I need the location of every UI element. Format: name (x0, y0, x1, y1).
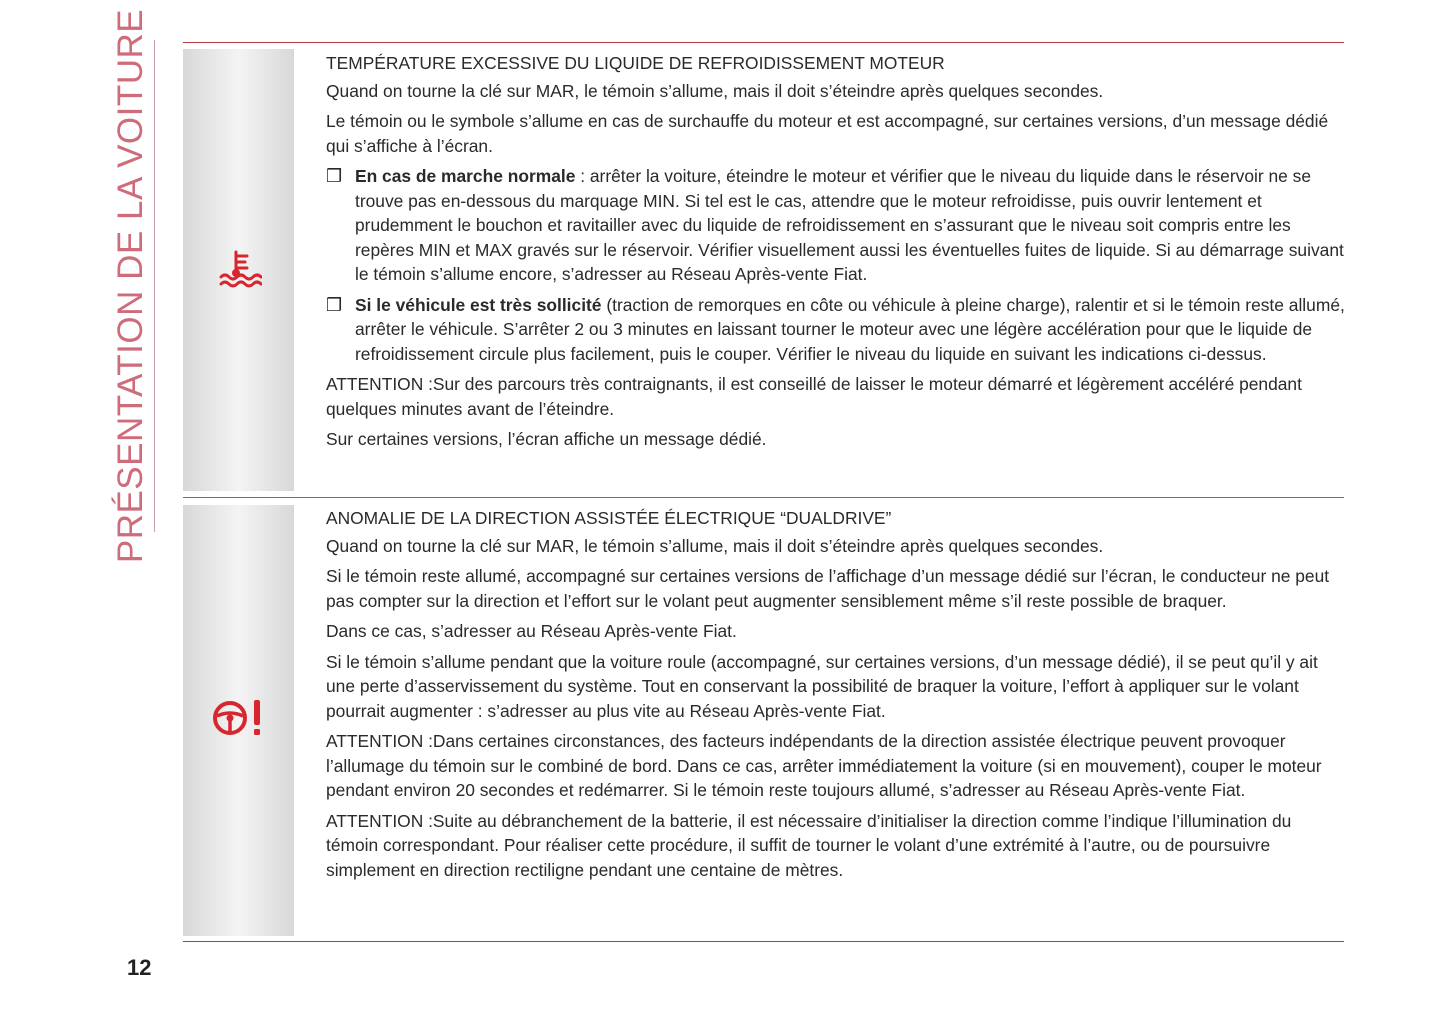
steering-para-4: Si le témoin s’allume pendant que la voiture roule (accompagné, sur certaines versions, d’un message dédié), il se peut qu’il y ait une perte d’asservissement du système. Tout en conservant la possibilité de braquer la voiture, l’effort à appliquer sur le volant pourrait augmenter : s’adresser au plus vite au Réseau Après-vente Fiat. (326, 651, 1318, 721)
steering-icon-cell (183, 505, 294, 936)
coolant-para-4: Sur certaines versions, l’écran affiche un message dédié. (326, 429, 767, 449)
power-steering-warning-icon (211, 697, 267, 744)
coolant-para-2: Le témoin ou le symbole s’allume en cas de surchauffe du moteur et est accompagné, sur certaines versions, d’un message dédié qui s’affiche à l’écran. (326, 111, 1329, 156)
top-rule (183, 42, 1344, 43)
bottom-rule (183, 941, 1344, 942)
steering-section-text (326, 506, 1348, 888)
side-section-title-text: PRÉSENTATION DE LA VOITURE (111, 8, 150, 564)
steering-para-1: Quand on tourne la clé sur MAR, le témoin s’allume, mais il doit s’éteindre après quelques secondes. (326, 535, 1104, 556)
coolant-temperature-icon (216, 248, 262, 293)
coolant-section-text (326, 51, 1348, 458)
steering-attention-2: ATTENTION :Suite au débranchement de la batterie, il est nécessaire d’initialiser la direction comme l’indique l’illumination du témoin correspondant. Pour réaliser cette procédure, il suffit de tourner le volant d’une extrémité à l’autre, ou de poursuivre simplement en direction rectiligne pendant une centaine de mètres. (326, 810, 1292, 880)
coolant-bullet-1 (326, 164, 1348, 287)
steering-attention-1: ATTENTION :Dans certaines circonstances, des facteurs indépendants de la direction assistée électrique peuvent provoquer l’allumage du témoin sur le combiné de bord. Dans ce cas, arrêter immédiatement la voiture (si en mouvement), couper le moteur pendant environ 20 secondes et redémarrer. Si le témoin reste toujours allumé, s’adresser au Réseau Après-vente Fiat. (326, 731, 1322, 800)
bullet-2-bold: Si le véhicule est très sollicité (355, 294, 602, 315)
bullet-1-text: : arrêter la voiture, éteindre le moteur et vérifier que le niveau du liquide dans le réservoir ne se trouve pas en-dessous du marquage MIN. Si tel est le cas, attendre que le moteur refroidisse, puis ouvrir lentement et prudemment le bouchon et ravitailler avec du liquide de refroidissement en s’assurant que le niveau soit compris entre les repères MIN et MAX gravés sur le réservoir. Vérifier visuellement aussi les éventuelles fuites de liquide. Si au démarrage suivant le témoin s’allume encore, s’adresser au Réseau Après-vente Fiat. (355, 166, 1344, 284)
bullet-2-text: (traction de remorques en côte ou véhicule à pleine charge), ralentir et si le témoin reste allumé, arrêter le véhicule. S’arrêter 2 ou 3 minutes en laissant tourner le moteur avec une légère accélération pour que le liquide de refroidissement circule plus facilement, puis le couper. Vérifier le niveau du liquide en suivant les indications ci-dessus. (355, 294, 1345, 364)
coolant-para-1: Quand on tourne la clé sur MAR, le témoin s’allume, mais il doit s’éteindre après quelques secondes. (326, 80, 1104, 101)
coolant-heading: TEMPÉRATURE EXCESSIVE DU LIQUIDE DE REFROIDISSEMENT MOTEUR (326, 53, 945, 73)
coolant-attention: ATTENTION :Sur des parcours très contraignants, il est conseillé de laisser le moteur démarré et légèrement accéléré pendant quelques minutes avant de l’éteindre. (326, 374, 1302, 419)
steering-para-2: Si le témoin reste allumé, accompagné sur certaines versions de l’affichage d’un message dédié sur l’écran, le conducteur ne peut pas compter sur la direction et l’effort sur le volant peut augmenter sensiblement même s’il reste possible de braquer. (326, 566, 1330, 611)
side-section-title (108, 8, 155, 564)
bullet-1-bold: En cas de marche normale (355, 166, 576, 186)
coolant-bullet-2 (326, 293, 1348, 367)
checkbox-bullet-icon: ❒ (326, 166, 343, 186)
page-number: 12 (127, 955, 152, 980)
steering-para-3: Dans ce cas, s’adresser au Réseau Après-vente Fiat. (326, 621, 737, 641)
coolant-icon-cell (183, 49, 294, 491)
section-divider (183, 497, 1344, 498)
checkbox-bullet-icon: ❒ (326, 294, 343, 315)
steering-heading: ANOMALIE DE LA DIRECTION ASSISTÉE ÉLECTRIQUE “DUALDRIVE” (326, 508, 892, 528)
